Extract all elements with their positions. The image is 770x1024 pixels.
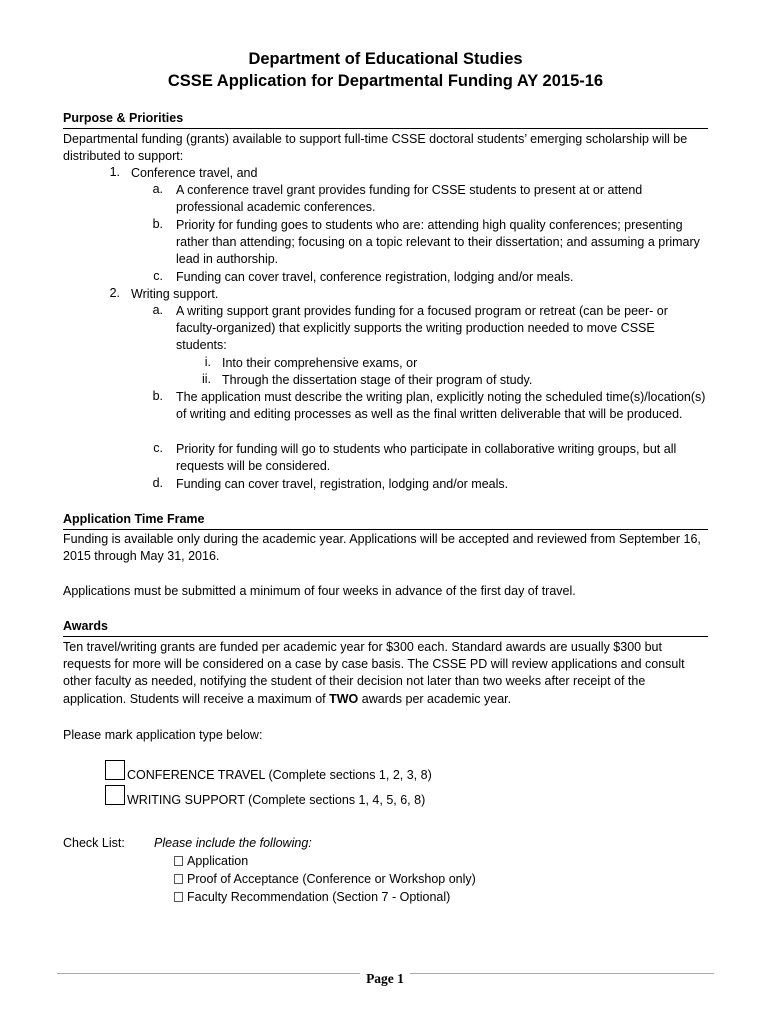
item1b-number: b. bbox=[152, 217, 163, 231]
purpose-intro: Departmental funding (grants) available to support full-time CSSE doctoral students’ emerging scholarship will be distributed to support: bbox=[63, 132, 688, 164]
item1c-text: Funding can cover travel, conference registration, lodging and/or meals. bbox=[176, 270, 574, 284]
writing-support-label: WRITING SUPPORT (Complete sections 1, 4, 5, 6, 8) bbox=[127, 793, 426, 807]
checklist-box-icon bbox=[174, 892, 183, 902]
item1b-text: Priority for funding goes to students who are: attending high quality conferences; presenting rather than attending; focusing on a topic relevant to their dissertation; and assuming a primary lead in authorship. bbox=[176, 218, 700, 267]
item2b-number: b. bbox=[152, 389, 163, 403]
checklist-item: Faculty Recommendation (Section 7 - Optional) bbox=[174, 889, 450, 906]
item2-label: Writing support. bbox=[131, 287, 219, 301]
conference-travel-label: CONFERENCE TRAVEL (Complete sections 1, 2, 3, 8) bbox=[127, 768, 432, 782]
item2ai-text: Into their comprehensive exams, or bbox=[222, 356, 418, 370]
checklist-item: Proof of Acceptance (Conference or Workshop only) bbox=[174, 871, 476, 888]
item1a-number: a. bbox=[152, 182, 163, 196]
item1-number: 1. bbox=[109, 165, 120, 179]
timeframe-heading: Application Time Frame bbox=[63, 511, 708, 530]
item2-number: 2. bbox=[109, 286, 120, 300]
item1c-number: c. bbox=[153, 269, 163, 283]
conference-travel-checkbox[interactable] bbox=[105, 760, 125, 780]
application-title: CSSE Application for Departmental Funding AY 2015-16 bbox=[167, 72, 604, 90]
item2aii-number: ii. bbox=[201, 372, 211, 386]
checklist-label: Check List: bbox=[63, 836, 125, 850]
item2c-number: c. bbox=[153, 441, 163, 455]
item1-label: Conference travel, and bbox=[131, 166, 258, 180]
awards-heading: Awards bbox=[63, 618, 708, 637]
writing-support-checkbox[interactable] bbox=[105, 785, 125, 805]
purpose-heading: Purpose & Priorities bbox=[63, 110, 708, 129]
item2ai-number: i. bbox=[204, 355, 211, 369]
department-title: Department of Educational Studies bbox=[248, 50, 523, 68]
checklist-box-icon bbox=[174, 856, 183, 866]
awards-paragraph: Ten travel/writing grants are funded per academic year for $300 each. Standard awards are usually $300 but requests for more will be considered on a case by case basis. The CSSE PD will review applications and consult other faculty as needed, notifying the student of their decision not later than two weeks after receipt of the application. Students will receive a maximum of TWO awards per academic year. bbox=[63, 640, 685, 706]
checklist-box-icon bbox=[174, 874, 183, 884]
timeframe-deadline: Applications must be submitted a minimum of four weeks in advance of the first day of travel. bbox=[63, 584, 576, 598]
page-number: Page 1 bbox=[0, 971, 770, 987]
item2d-number: d. bbox=[152, 476, 163, 490]
item2a-number: a. bbox=[152, 303, 163, 317]
item2aii-text: Through the dissertation stage of their program of study. bbox=[222, 373, 533, 387]
item2b-text: The application must describe the writing plan, explicitly noting the scheduled time(s)/location(s) of writing and editing processes as well as the final written deliverable that will be produced. bbox=[176, 390, 706, 422]
item2d-text: Funding can cover travel, registration, lodging and/or meals. bbox=[176, 477, 509, 491]
item2a-text: A writing support grant provides funding for a focused program or retreat (can be peer- or faculty-organized) that explicitly supports the writing production needed to move CSSE students: bbox=[176, 304, 668, 353]
checklist-intro: Please include the following: bbox=[154, 836, 312, 850]
application-type-prompt: Please mark application type below: bbox=[63, 728, 263, 742]
item2c-text: Priority for funding will go to students who participate in collaborative writing groups, but all requests will be considered. bbox=[176, 442, 677, 474]
item1a-text: A conference travel grant provides funding for CSSE students to present at or attend professional academic conferences. bbox=[176, 183, 643, 215]
checklist-item: Application bbox=[174, 853, 248, 870]
timeframe-paragraph: Funding is available only during the academic year. Applications will be accepted and reviewed from September 16, 2015 through May 31, 2016. bbox=[63, 532, 701, 564]
